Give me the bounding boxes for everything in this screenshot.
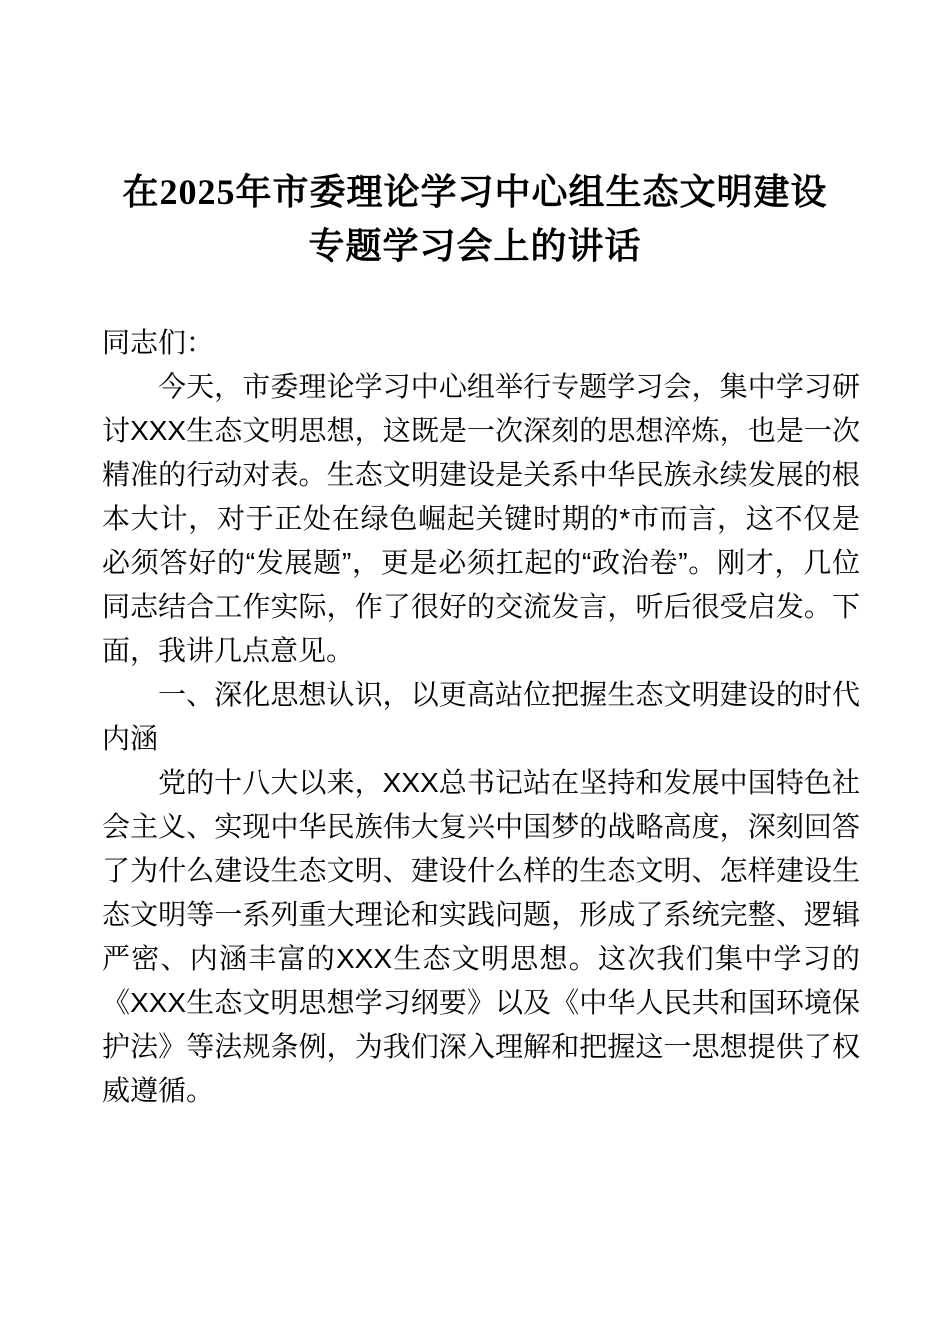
section-heading-one: 一、深化思想认识，以更高站位把握生态文明建设的时代内涵 (102, 679, 860, 754)
salutation: 同志们： (102, 327, 215, 358)
paragraph-opening: 今天，市委理论学习中心组举行专题学习会，集中学习研讨XXX生态文明思想，这既是一次深刻的思想淬炼，也是一次精准的行动对表。生态文明建设是关系中华民族永续发展的根本大计，对于正处在绿色崛起关键时期的*市而言，这不仅是必须答好的“发展题”，更是必须扛起的“政治卷”。刚才，几位同志结合工作实际，作了很好的交流发言，听后很受启发。下面，我讲几点意见。 (102, 371, 860, 666)
document-body (102, 321, 860, 1113)
paragraph-section-one-body: 党的十八大以来，XXX总书记站在坚持和发展中国特色社会主义、实现中华民族伟大复兴中国梦的战略高度，深刻回答了为什么建设生态文明、建设什么样的生态文明、怎样建设生态文明等一系列重大理论和实践问题，形成了系统完整、逻辑严密、内涵丰富的XXX生态文明思想。这次我们集中学习的《XXX生态文明思想学习纲要》以及《中华人民共和国环境保护法》等法规条例，为我们深入理解和把握这一思想提供了权威遵循。 (102, 767, 860, 1106)
document-title: 在2025年市委理论学习中心组生态文明建设专题学习会上的讲话 (122, 172, 828, 266)
